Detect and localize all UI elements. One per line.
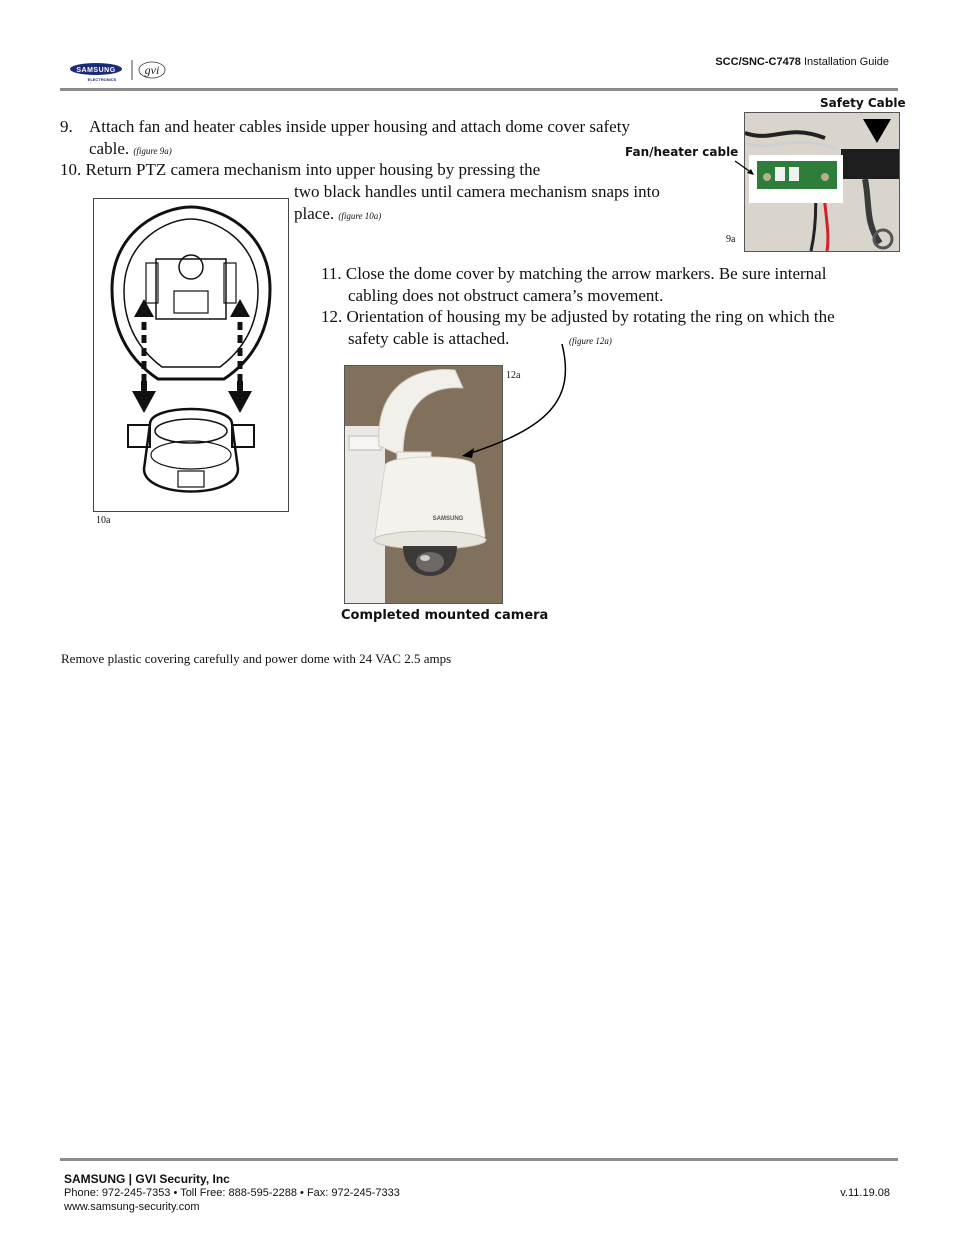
step-text-line: Attach fan and heater cables inside upper housing and attach dome cover safety xyxy=(89,117,630,136)
figure-10a-label: 10a xyxy=(96,515,111,526)
figure-reference: (figure 10a) xyxy=(338,211,382,221)
completed-camera-caption: Completed mounted camera xyxy=(341,608,549,623)
step-10-line-2: two black handles until camera mechanism snaps into xyxy=(294,182,660,201)
figure-12a-label: 12a xyxy=(506,370,521,381)
samsung-gvi-logo xyxy=(66,58,170,84)
step-11-line-2: cabling does not obstruct camera’s movement. xyxy=(348,286,664,305)
step-number: 9. xyxy=(60,117,73,136)
step-number: 11. xyxy=(321,264,342,283)
footer-block xyxy=(64,1172,890,1214)
step-text-line: Close the dome cover by matching the arrow markers. Be sure internal xyxy=(345,264,827,283)
figure-10a-drawing xyxy=(93,198,289,512)
step-11 xyxy=(321,263,826,285)
footer-company: SAMSUNG | GVI Security, Inc xyxy=(64,1172,230,1186)
step-text-line: Orientation of housing my be adjusted by rotating the ring on which the xyxy=(346,307,835,326)
step-10 xyxy=(60,159,540,181)
step-number: 10. xyxy=(60,160,82,179)
power-note: Remove plastic covering carefully and power dome with 24 VAC 2.5 amps xyxy=(61,651,452,666)
safety-cable-label: Safety Cable xyxy=(820,96,906,110)
step-12-line-2: safety cable is attached. xyxy=(348,329,510,348)
figure-9a-photo xyxy=(744,112,900,252)
step-10-line-3 xyxy=(294,203,381,227)
fan-heater-pointer-arrow xyxy=(734,160,756,176)
figure-9a-label: 9a xyxy=(726,234,736,245)
figure-12a-pointer-arrow xyxy=(458,340,578,460)
step-text-line: Return PTZ camera mechanism into upper housing by pressing the xyxy=(85,160,541,179)
fan-heater-cable-label: Fan/heater cable xyxy=(625,145,739,159)
header-divider xyxy=(60,88,898,91)
logo-brand-text: SAMSUNG xyxy=(76,67,116,74)
footer-version: v.11.19.08 xyxy=(840,1187,890,1199)
step-text-line: place. xyxy=(294,204,335,223)
logo-sub-text: ELECTRONICS xyxy=(87,77,117,82)
step-number: 12. xyxy=(321,307,343,326)
footer-contact: Phone: 972-245-7353 • Toll Free: 888-595-2288 • Fax: 972-245-7333 xyxy=(64,1187,400,1199)
footer-website[interactable]: www.samsung-security.com xyxy=(64,1201,200,1213)
logo-partner-text: gvi xyxy=(144,63,160,77)
camera-brand-text: SAMSUNG xyxy=(432,516,464,522)
footer-divider xyxy=(60,1158,898,1161)
step-9 xyxy=(60,116,630,138)
doc-title: Installation Guide xyxy=(804,56,889,68)
figure-reference: (figure 12a) xyxy=(569,336,612,346)
document-header-title xyxy=(715,56,889,68)
step-12 xyxy=(321,306,835,328)
step-text-line: cable. xyxy=(89,139,130,158)
model-number: SCC/SNC-C7478 xyxy=(715,56,801,68)
figure-reference: (figure 9a) xyxy=(133,146,172,156)
